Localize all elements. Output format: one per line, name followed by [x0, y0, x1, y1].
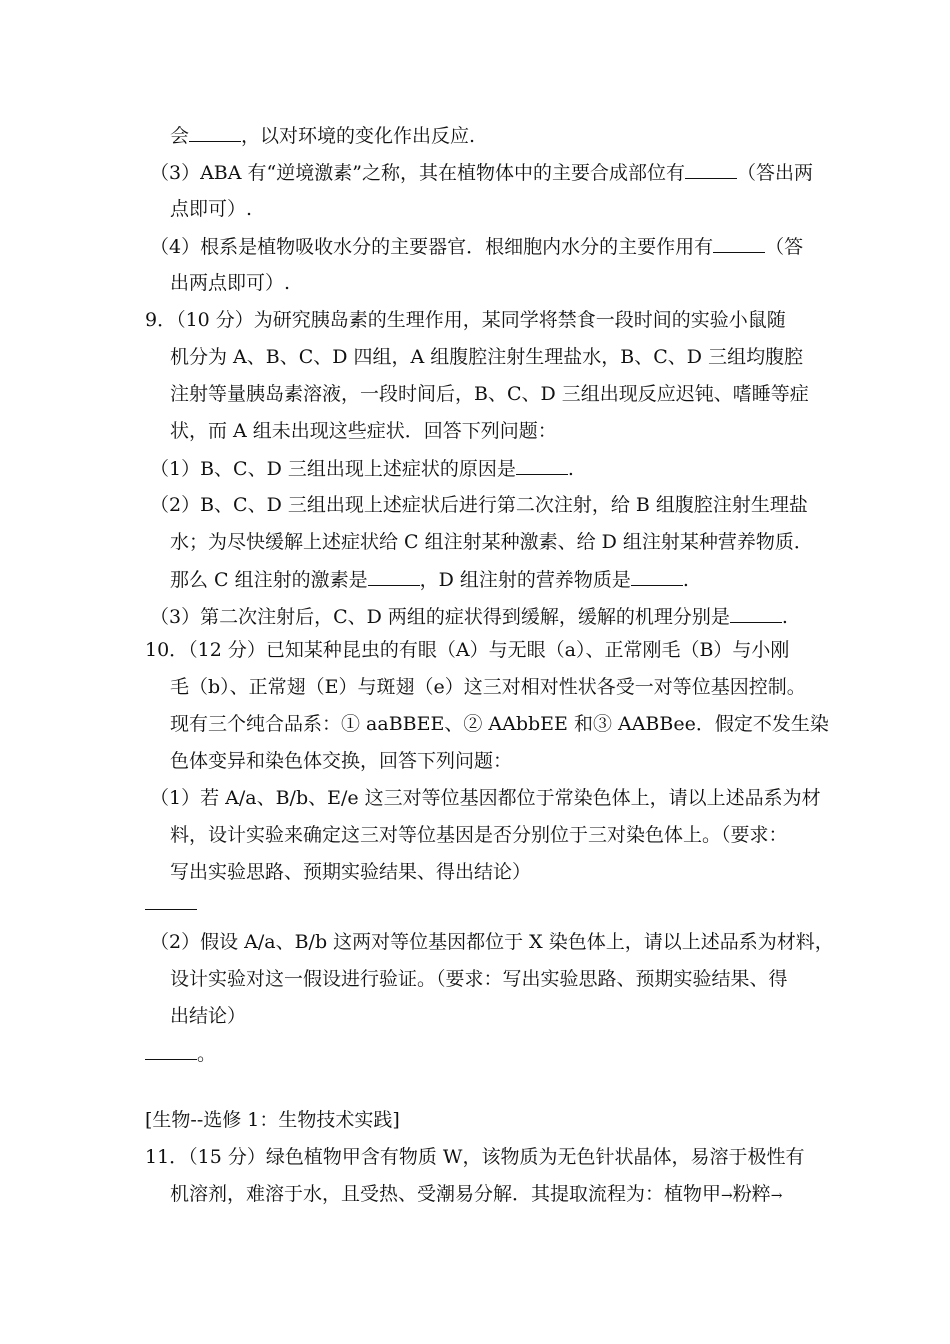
answer-blank	[631, 567, 683, 586]
text-line: 机溶剂，难溶于水，且受热、受潮易分解．其提取流程为：植物甲→粉粹→	[170, 1183, 783, 1205]
question-9-3-line: （3）第二次注射后，C、D 两组的症状得到缓解，缓解的机理分别是 .	[150, 606, 788, 628]
text-line: 色体变异和染色体交换，回答下列问题：	[170, 750, 513, 772]
text-line: 。	[145, 1041, 216, 1066]
text-line: 现有三个纯合品系：① aaBBEE、② AAbbEE 和③ AABBee．假定不发生染	[170, 713, 829, 735]
text-line: 写出实验思路、预期实验结果、得出结论）	[170, 861, 532, 883]
answer-blank	[368, 567, 420, 586]
text-line: 毛（b）、正常翅（E）与斑翅（e）这三对相对性状各受一对等位基因控制。	[170, 676, 806, 698]
text-line: 出两点即可）.	[170, 272, 291, 294]
question-9-2-line: （2）B、C、D 三组出现上述症状后进行第二次注射，给 B 组腹腔注射生理盐	[150, 494, 808, 516]
answer-blank	[189, 123, 241, 142]
question-10-2-line: （2）假设 A/a、B/b 这两对等位基因都位于 X 染色体上，请以上述品系为材料，	[150, 931, 834, 953]
text-line: 设计实验对这一假设进行验证。（要求：写出实验思路、预期实验结果、得	[170, 968, 788, 990]
section-heading: [生物--选修 1：生物技术实践]	[145, 1109, 400, 1131]
text-line: 水；为尽快缓解上述症状给 C 组注射某种激素、给 D 组注射某种营养物质．	[170, 531, 813, 553]
text-line: 注射等量胰岛素溶液，一段时间后，B、C、D 三组出现反应迟钝、嗜睡等症	[170, 383, 809, 405]
question-11-title: 11．（15 分）绿色植物甲含有物质 W，该物质为无色针状晶体，易溶于极性有	[145, 1146, 805, 1168]
text-line: 料，设计实验来确定这三对等位基因是否分别位于三对染色体上。（要求：	[170, 824, 788, 846]
answer-blank	[730, 604, 782, 623]
question-4-line: （4）根系是植物吸收水分的主要器官．根细胞内水分的主要作用有 （答	[150, 236, 804, 258]
answer-blank	[145, 909, 197, 910]
answer-blank	[145, 1041, 197, 1060]
text-line: 出结论）	[170, 1005, 247, 1027]
answer-blank	[685, 160, 737, 179]
answer-blank	[713, 234, 765, 253]
question-3-line: （3）ABA 有“逆境激素”之称，其在植物体中的主要合成部位有 （答出两	[150, 162, 813, 184]
question-9-title: 9．（10 分）为研究胰岛素的生理作用，某同学将禁食一段时间的实验小鼠随	[145, 309, 786, 331]
text-line: 会 ，以对环境的变化作出反应.	[170, 125, 476, 147]
text-line: 那么 C 组注射的激素是 ，D 组注射的营养物质是 .	[170, 569, 689, 591]
question-9-1-line: （1）B、C、D 三组出现上述症状的原因是 .	[150, 458, 574, 480]
question-10-title: 10．（12 分）已知某种昆虫的有眼（A）与无眼（a）、正常刚毛（B）与小刚	[145, 639, 790, 661]
text-line: 点即可）.	[170, 198, 253, 220]
question-10-1-line: （1）若 A/a、B/b、E/e 这三对等位基因都位于常染色体上，请以上述品系为材	[150, 787, 821, 809]
arrow-icon: →	[721, 1188, 733, 1204]
text-line: 机分为 A、B、C、D 四组，A 组腹腔注射生理盐水，B、C、D 三组均腹腔	[170, 346, 804, 368]
answer-blank	[516, 456, 568, 475]
text-line: 状，而 A 组未出现这些症状．回答下列问题：	[170, 420, 557, 442]
arrow-icon: →	[770, 1188, 783, 1204]
